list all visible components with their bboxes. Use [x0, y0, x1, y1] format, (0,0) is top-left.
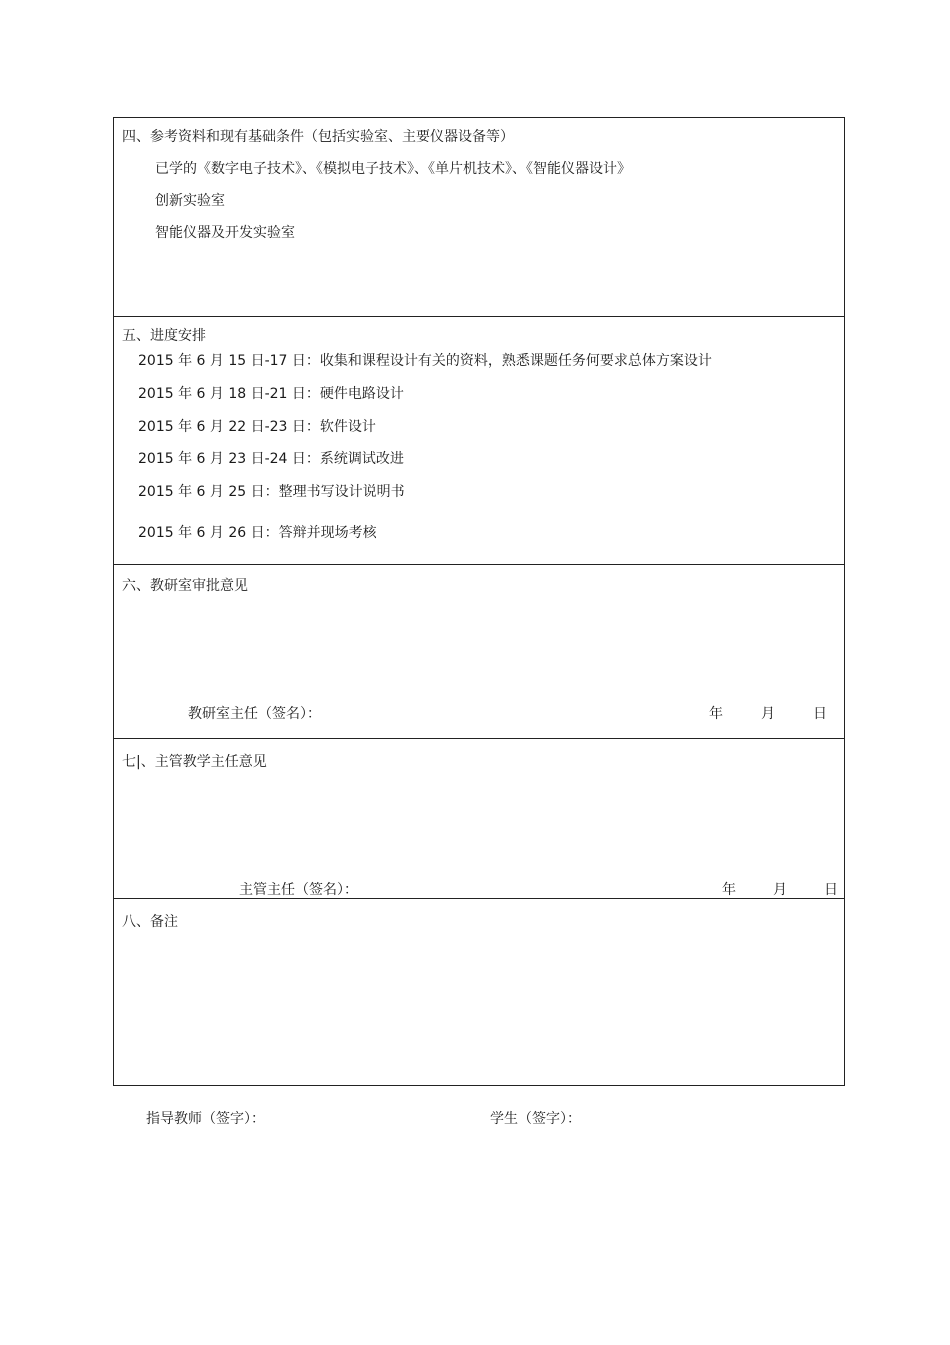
schedule-line: 2015 年 6 月 22 日-23 日：软件设计 [138, 419, 376, 435]
section-title: 五、进度安排 [122, 328, 206, 344]
reference-line: 创新实验室 [155, 193, 225, 209]
approval-form [113, 117, 845, 1086]
date-field [722, 879, 838, 899]
section-director-opinion [114, 739, 844, 899]
section-title: 八、备注 [122, 914, 178, 930]
month-label: 月 [761, 706, 775, 722]
schedule-line: 2015 年 6 月 25 日：整理书写设计说明书 [138, 484, 405, 500]
day-label: 日 [824, 882, 838, 898]
section-title: 六、教研室审批意见 [122, 578, 248, 594]
section-remarks [114, 899, 844, 1085]
student-signature-label: 学生（签字）： [490, 1111, 581, 1127]
schedule-line: 2015 年 6 月 15 日-17 日：收集和课程设计有关的资料，熟悉课题任务何要求总体方案设计 [138, 353, 712, 369]
section-department-approval [114, 565, 844, 739]
reference-line: 已学的《数字电子技术》、《模拟电子技术》、《单片机技术》、《智能仪器设计》 [155, 161, 631, 177]
section-references [114, 118, 844, 317]
schedule-line: 2015 年 6 月 26 日：答辩并现场考核 [138, 525, 377, 541]
section-title: 四、参考资料和现有基础条件（包括实验室、主要仪器设备等） [122, 129, 514, 145]
schedule-line: 2015 年 6 月 23 日-24 日：系统调试改进 [138, 451, 404, 467]
year-label: 年 [722, 882, 736, 898]
section-schedule [114, 317, 844, 565]
reference-line: 智能仪器及开发实验室 [155, 225, 295, 241]
signature-label: 教研室主任（签名）： [188, 706, 321, 722]
signature-label: 主管主任（签名）： [239, 882, 358, 898]
day-label: 日 [813, 706, 827, 722]
month-label: 月 [773, 882, 787, 898]
section-title: 七|、主管教学主任意见 [122, 754, 267, 770]
date-field [709, 703, 827, 723]
year-label: 年 [709, 706, 723, 722]
advisor-signature-label: 指导教师（签字）： [146, 1111, 265, 1127]
schedule-line: 2015 年 6 月 18 日-21 日：硬件电路设计 [138, 386, 404, 402]
